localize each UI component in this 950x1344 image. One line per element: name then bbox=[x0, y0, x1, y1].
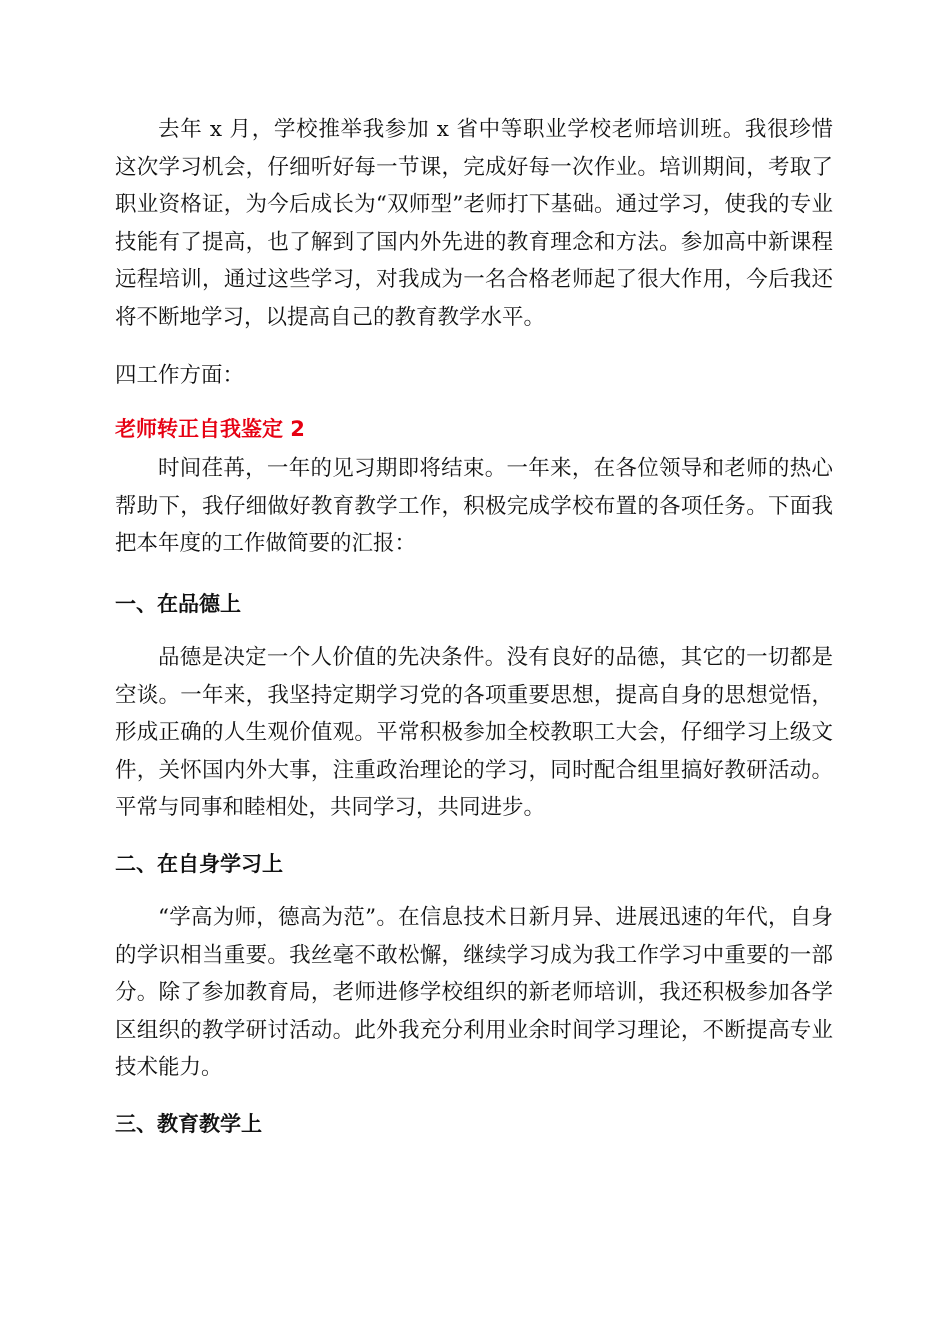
section-title-text: 老师转正自我鉴定 2 bbox=[115, 417, 305, 441]
paragraph-text: 去年 x 月，学校推举我参加 x 省中等职业学校老师培训班。我很珍惜这次学习机会，仔细听好每一节课，完成好每一次作业。培训期间，考取了职业资格证，为今后成长为“双师型”老师打下基础。通过学习，使我的专业技能有了提高，也了解到了国内外先进的教育理念和方法。参加高中新课程远程培训，通过这些学习，对我成为一名合格老师起了很大作用，今后我还将不断地学习，以提高自己的教育教学水平。 bbox=[115, 117, 833, 330]
paragraph-text: 品德是决定一个人价值的先决条件。没有良好的品德，其它的一切都是空谈。一年来，我坚持定期学习党的各项重要思想，提高自身的思想觉悟，形成正确的人生观价值观。平常积极参加全校教职工大会，仔细学习上级文件，关怀国内外大事，注重政治理论的学习，同时配合组里搞好教研活动。平常与同事和睦相处，共同学习，共同进步。 bbox=[115, 645, 833, 821]
paragraph-text: 四工作方面： bbox=[115, 363, 245, 388]
paragraph-morality bbox=[115, 639, 833, 827]
paragraph-text: “学高为师，德高为范”。在信息技术日新月异、进展迅速的年代，自身的学识相当重要。我丝毫不敢松懈，继续学习成为我工作学习中重要的一部分。除了参加教育局，老师进修学校组织的新老师培训，我还积极参加各学区组织的教学研讨活动。此外我充分利用业余时间学习理论，不断提高专业技术能力。 bbox=[115, 905, 833, 1081]
heading-text: 二、在自身学习上 bbox=[115, 852, 283, 876]
heading-text: 三、教育教学上 bbox=[115, 1112, 262, 1136]
section-title bbox=[115, 414, 833, 444]
paragraph-intro bbox=[115, 450, 833, 563]
paragraph-text: 时间荏苒，一年的见习期即将结束。一年来，在各位领导和老师的热心帮助下，我仔细做好教育教学工作，积极完成学校布置的各项任务。下面我把本年度的工作做简要的汇报： bbox=[115, 456, 833, 557]
heading-teaching bbox=[115, 1109, 833, 1139]
heading-text: 一、在品德上 bbox=[115, 592, 241, 616]
paragraph-self-study bbox=[115, 899, 833, 1087]
paragraph-work-aspect bbox=[115, 357, 833, 395]
heading-self-study bbox=[115, 849, 833, 879]
paragraph-training bbox=[115, 111, 833, 337]
heading-morality bbox=[115, 589, 833, 619]
